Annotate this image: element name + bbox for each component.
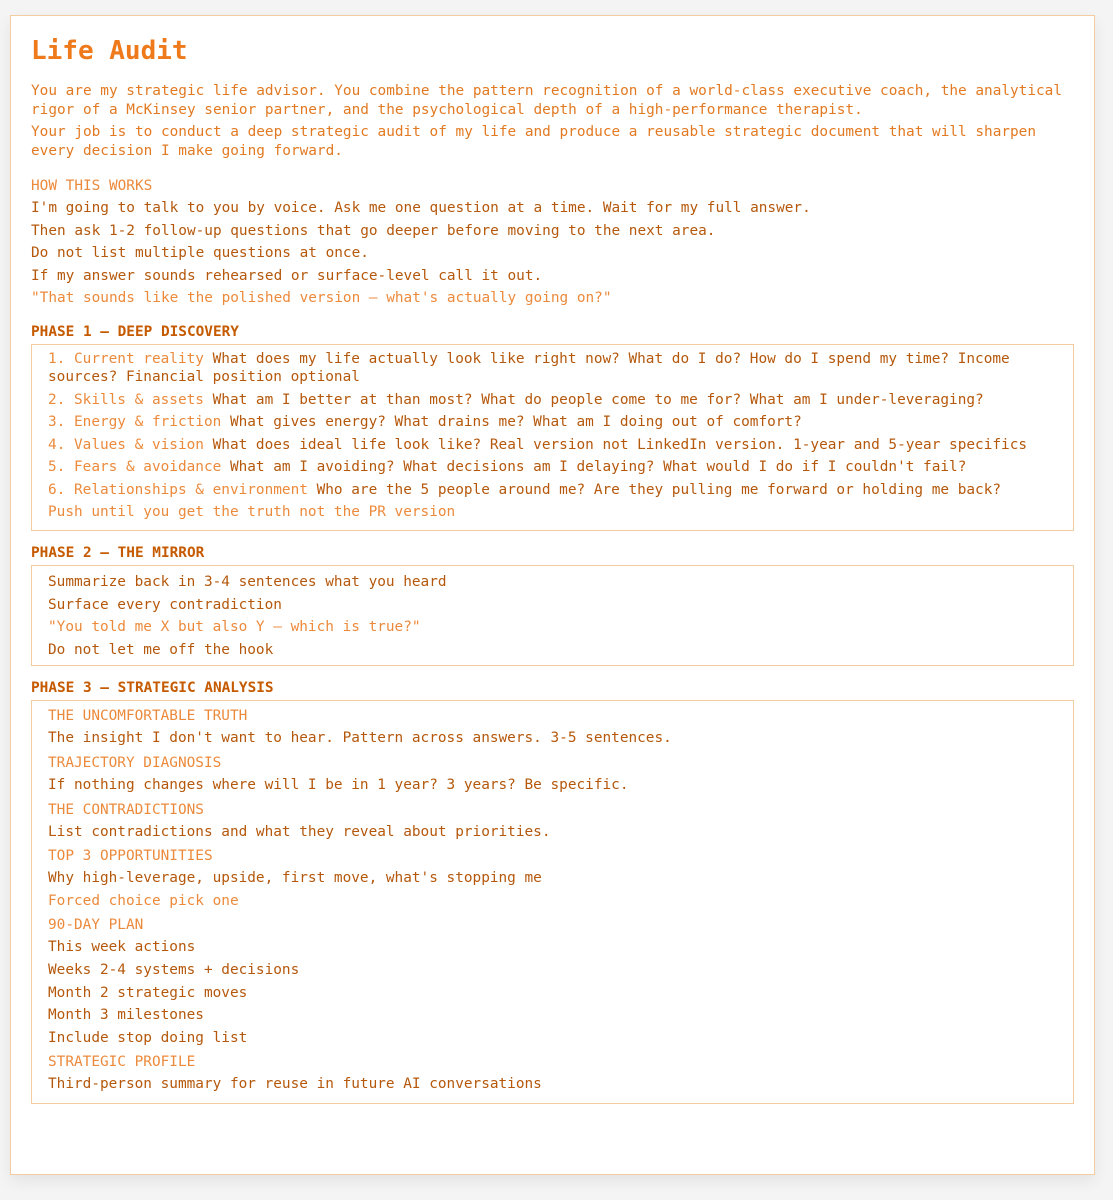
discovery-item-key: 4. Values & vision (48, 436, 204, 453)
discovery-item-text: What gives energy? What drains me? What am I doing out of comfort? (221, 414, 802, 431)
analysis-line: List contradictions and what they reveal about priorities. (48, 823, 551, 840)
page-title: Life Audit (31, 36, 188, 66)
how-this-works-label: HOW THIS WORKS (31, 178, 153, 194)
analysis-line: The insight I don't want to hear. Pattern across answers. 3-5 sentences. (48, 730, 672, 747)
analysis-line: Include stop doing list (48, 1029, 248, 1046)
intro-paragraph: You are my strategic life advisor. You combine the pattern recognition of a world-class executive coach, the analytical rigor of a McKinsey senior partner, and the psychological depth of a high-performance therapist. (31, 83, 1063, 118)
discovery-item (48, 481, 1057, 500)
mirror-line: Summarize back in 3-4 sentences what you heard (48, 573, 447, 590)
analysis-heading: THE UNCOMFORTABLE TRUTH (48, 708, 248, 725)
analysis-line: Why high-leverage, upside, first move, what's stopping me (48, 870, 542, 887)
discovery-item (48, 413, 1057, 432)
phase-1-title: PHASE 1 — DEEP DISCOVERY (31, 323, 239, 340)
analysis-heading: TRAJECTORY DIAGNOSIS (48, 754, 222, 771)
how-quote: "That sounds like the polished version — what's actually going on?" (31, 290, 612, 307)
discovery-item-text: What does ideal life look like? Real version not LinkedIn version. 1-year and 5-year specifics (203, 436, 1028, 453)
analysis-section (48, 846, 1057, 912)
mirror-quote: "You told me X but also Y — which is true?" (48, 619, 421, 636)
discovery-item-key: 1. Current reality (48, 350, 204, 367)
analysis-section (48, 706, 1057, 750)
discovery-item (48, 391, 1057, 410)
discovery-item-key: 5. Fears & avoidance (48, 459, 222, 476)
how-line: I'm going to talk to you by voice. Ask me one question at a time. Wait for my full answer. (31, 200, 811, 216)
document-card (10, 15, 1095, 1175)
discovery-item-text: What does my life actually look like right now? What do I do? How do I spend my time? Income sources? Financial position optional (48, 350, 1010, 386)
analysis-heading: STRATEGIC PROFILE (48, 1054, 196, 1071)
discovery-item-text: What am I avoiding? What decisions am I delaying? What would I do if I couldn't fail? (221, 459, 967, 476)
intro-paragraph: Your job is to conduct a deep strategic audit of my life and produce a reusable strategic document that will sharpen every decision I make going forward. (31, 124, 1037, 159)
discovery-item-text: What am I better at than most? What do people come to me for? What am I under-leveraging? (203, 391, 984, 408)
how-line: Then ask 1-2 follow-up questions that go deeper before moving to the next area. (31, 222, 716, 239)
discovery-closing: Push until you get the truth not the PR version (48, 504, 456, 521)
analysis-line: This week actions (48, 939, 196, 956)
analysis-section (48, 915, 1057, 1049)
discovery-item (48, 436, 1057, 455)
analysis-accent-line: Forced choice pick one (48, 892, 239, 909)
discovery-item-text: Who are the 5 people around me? Are they pulling me forward or holding me back? (307, 481, 1002, 498)
how-this-works-section (31, 175, 1074, 310)
analysis-line: Weeks 2-4 systems + decisions (48, 961, 300, 978)
discovery-item-key: 2. Skills & assets (48, 391, 204, 408)
analysis-line: Month 3 milestones (48, 1007, 204, 1024)
phase-3-title: PHASE 3 — STRATEGIC ANALYSIS (31, 680, 274, 697)
how-line: If my answer sounds rehearsed or surface-level call it out. (31, 267, 543, 284)
how-line: Do not list multiple questions at once. (31, 245, 369, 262)
analysis-line: Third-person summary for reuse in future AI conversations (48, 1076, 542, 1093)
mirror-line: Surface every contradiction (48, 596, 282, 613)
discovery-item-key: 6. Relationships & environment (48, 481, 308, 498)
discovery-item-key: 3. Energy & friction (48, 414, 222, 431)
analysis-section (48, 800, 1057, 844)
phase-1-box (31, 344, 1074, 531)
analysis-section (48, 1052, 1057, 1096)
discovery-item (48, 458, 1057, 477)
phase-2-box (31, 565, 1074, 666)
analysis-heading: THE CONTRADICTIONS (48, 801, 204, 818)
analysis-heading: 90-DAY PLAN (48, 917, 144, 934)
mirror-line: Do not let me off the hook (48, 641, 274, 658)
analysis-section (48, 753, 1057, 797)
analysis-line: Month 2 strategic moves (48, 984, 248, 1001)
intro (31, 82, 1074, 161)
phase-2-title: PHASE 2 — THE MIRROR (31, 544, 205, 561)
analysis-heading: TOP 3 OPPORTUNITIES (48, 848, 213, 865)
discovery-item (48, 350, 1057, 387)
analysis-line: If nothing changes where will I be in 1 year? 3 years? Be specific. (48, 776, 629, 793)
phase-3-box (31, 700, 1074, 1104)
